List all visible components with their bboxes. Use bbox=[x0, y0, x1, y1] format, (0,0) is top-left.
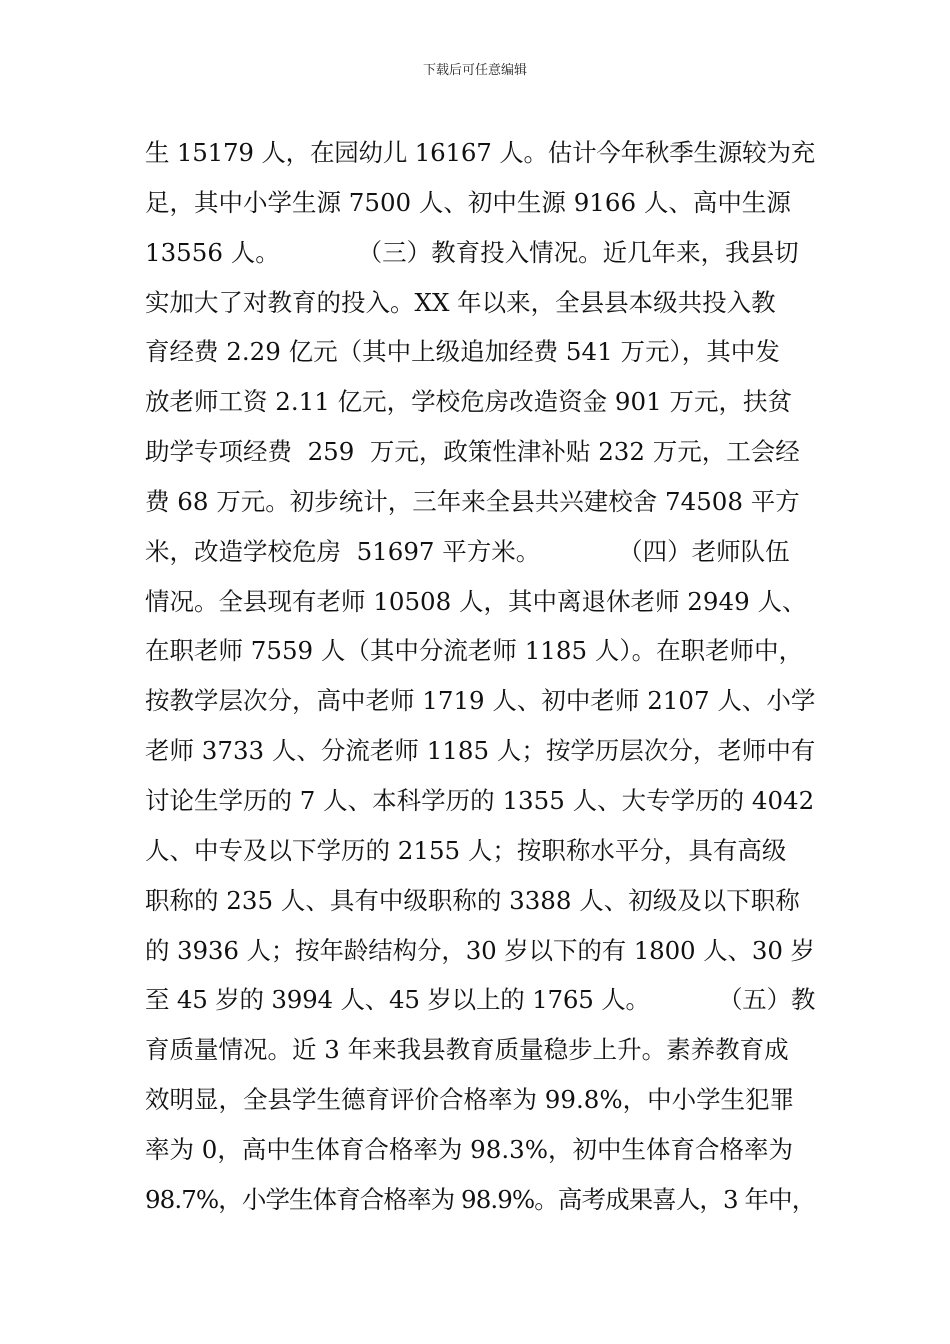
text-line: 职称的 235 人、具有中级职称的 3388 人、初级及以下职称 bbox=[145, 885, 800, 915]
text-line: 老师 3733 人、分流老师 1185 人；按学历层次分，老师中有 bbox=[145, 736, 816, 766]
text-line: 的 3936 人；按年龄结构分，30 岁以下的有 1800 人、30 岁 bbox=[145, 935, 815, 965]
text-line: 在职老师 7559 人（其中分流老师 1185 人）。在职老师中， bbox=[145, 636, 804, 666]
text-line: 放老师工资 2.11 亿元，学校危房改造资金 901 万元，扶贫 bbox=[145, 387, 792, 417]
text-line: 效明显，全县学生德育评价合格率为 99.8%，中小学生犯罪 bbox=[145, 1085, 795, 1115]
text-line: 费 68 万元。初步统计，三年来全县共兴建校舍 74508 平方 bbox=[145, 486, 800, 516]
text-line: 按教学层次分，高中老师 1719 人、初中老师 2107 人、小学 bbox=[145, 686, 816, 716]
text-line: 情况。全县现有老师 10508 人，其中离退休老师 2949 人、 bbox=[145, 586, 807, 616]
text-line: 育质量情况。近 3 年来我县教育质量稳步上升。素养教育成 bbox=[145, 1035, 789, 1065]
text-line: 生 15179 人，在园幼儿 16167 人。估计今年秋季生源较为充 bbox=[145, 138, 816, 167]
text-line: 13556 人。 （三）教育投入情况。近几年来，我县切 bbox=[145, 237, 799, 267]
text-line: 至 45 岁的 3994 人、45 岁以上的 1765 人。 （五）教 bbox=[145, 985, 816, 1015]
text-line: 讨论生学历的 7 人、本科学历的 1355 人、大专学历的 4042 bbox=[145, 785, 815, 815]
page-header: 下载后可任意编辑 bbox=[422, 63, 527, 78]
text-line: 实加大了对教育的投入。XX 年以来，全县县本级共投入教 bbox=[145, 287, 776, 317]
text-line: 率为 0，高中生体育合格率为 98.3%，初中生体育合格率为 bbox=[145, 1134, 793, 1164]
text-line: 人、中专及以下学历的 2155 人；按职称水平分，具有高级 bbox=[145, 835, 787, 865]
text-line: 98.7%，小学生体育合格率为 98.9%。高考成果喜人，3 年中， bbox=[145, 1184, 816, 1214]
text-line: 米，改造学校危房 51697 平方米。 （四）老师队伍 bbox=[145, 536, 790, 566]
text-line: 足，其中小学生源 7500 人、初中生源 9166 人、高中生源 bbox=[145, 187, 791, 217]
text-line: 助学专项经费 259 万元，政策性津补贴 232 万元，工会经 bbox=[145, 437, 800, 467]
text-line: 育经费 2.29 亿元（其中上级追加经费 541 万元），其中发 bbox=[145, 337, 780, 367]
document-body bbox=[145, 128, 815, 1225]
